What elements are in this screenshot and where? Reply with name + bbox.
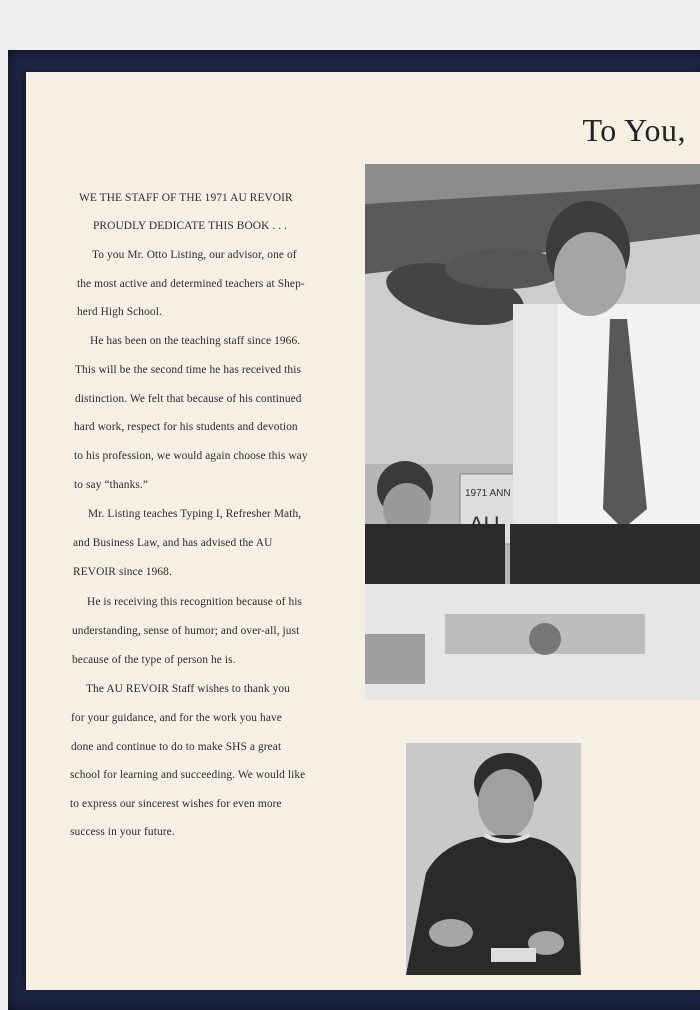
teacher-photo-drawing [365,164,700,700]
text-line: done and continue to do to make SHS a great [71,741,282,753]
text-line: Mr. Listing teaches Typing I, Refresher Math, [88,508,302,520]
text-line: the most active and determined teachers at Shep- [77,278,305,290]
text-line: success in your future. [70,826,175,838]
teacher-photo [365,164,700,700]
text-line: To you Mr. Otto Listing, our advisor, one of [92,249,297,261]
text-line: for your guidance, and for the work you have [71,712,282,724]
text-line: understanding, sense of humor; and over-all, just [72,625,300,637]
text-line: This will be the second time he has received this [75,364,302,376]
text-line: WE THE STAFF OF THE 1971 AU REVOIR [79,192,293,204]
text-line: The AU REVOIR Staff wishes to thank you [86,683,290,695]
text-line: to say “thanks.” [74,479,149,491]
portrait-photo-drawing [406,743,581,975]
text-line: PROUDLY DEDICATE THIS BOOK . . . [93,220,288,232]
text-line: REVOIR since 1968. [73,566,172,578]
text-line: to his profession, we would again choose this way [74,450,308,462]
text-line: He is receiving this recognition because of his [87,596,303,608]
text-line: to express our sincerest wishes for even more [70,798,282,810]
text-line: and Business Law, and has advised the AU [73,537,273,549]
sign-text: 1971 ANN [465,488,511,499]
text-line: distinction. We felt that because of his continued [75,393,302,405]
text-line: herd High School. [77,306,162,318]
text-line: because of the type of person he is. [72,654,236,666]
portrait-photo [406,743,581,975]
page-heading: To You, [582,112,686,148]
text-line: school for learning and succeeding. We would like [70,769,306,781]
text-line: He has been on the teaching staff since 1966. [90,335,301,347]
text-line: hard work, respect for his students and devotion [74,421,298,433]
